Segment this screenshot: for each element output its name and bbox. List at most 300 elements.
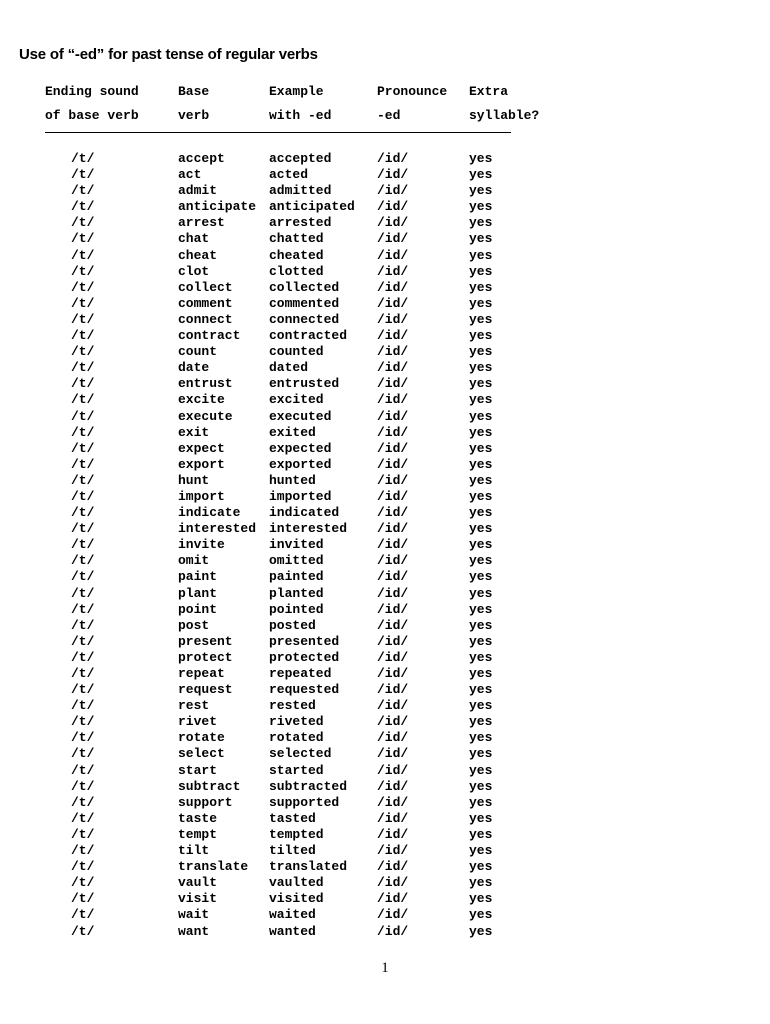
cell-base-verb: count	[178, 344, 218, 360]
cell-pronounce: /id/	[377, 456, 409, 472]
cell-example: cheated	[269, 247, 324, 263]
cell-pronounce: /id/	[377, 521, 409, 537]
cell-extra-syllable: yes	[469, 151, 493, 166]
cell-ending-sound: /t/	[71, 505, 95, 521]
cell-base-verb: request	[178, 682, 233, 698]
cell-ending-sound: /t/	[71, 231, 95, 247]
cell-base-verb: indicate	[178, 505, 241, 521]
cell-extra-syllable: yes	[469, 505, 493, 521]
cell-extra-syllable: yes	[469, 714, 493, 730]
table-row	[0, 183, 770, 199]
cell-extra-syllable: yes	[469, 424, 493, 440]
cell-base-verb: accept	[178, 151, 225, 166]
cell-extra-syllable: yes	[469, 617, 493, 633]
cell-base-verb: clot	[178, 263, 210, 279]
cell-base-verb: import	[178, 488, 225, 504]
table-row	[0, 231, 770, 247]
cell-ending-sound: /t/	[71, 714, 95, 730]
cell-ending-sound: /t/	[71, 376, 95, 392]
cell-extra-syllable: yes	[469, 344, 493, 360]
cell-ending-sound: /t/	[71, 311, 95, 327]
cell-example: started	[269, 762, 324, 778]
cell-ending-sound: /t/	[71, 408, 95, 424]
cell-pronounce: /id/	[377, 344, 409, 360]
cell-extra-syllable: yes	[469, 553, 493, 569]
cell-ending-sound: /t/	[71, 875, 95, 891]
table-row	[0, 763, 770, 779]
cell-pronounce: /id/	[377, 199, 409, 215]
cell-base-verb: exit	[178, 424, 210, 440]
cell-example: subtracted	[269, 778, 348, 794]
table-row	[0, 344, 770, 360]
cell-extra-syllable: yes	[469, 472, 493, 488]
cell-pronounce: /id/	[377, 810, 409, 826]
cell-base-verb: comment	[178, 295, 233, 311]
table-row	[0, 553, 770, 569]
cell-base-verb: omit	[178, 553, 210, 569]
cell-extra-syllable: yes	[469, 183, 493, 199]
cell-pronounce: /id/	[377, 730, 409, 746]
cell-ending-sound: /t/	[71, 601, 95, 617]
cell-extra-syllable: yes	[469, 891, 493, 907]
cell-example: protected	[269, 649, 340, 665]
table-row	[0, 569, 770, 585]
table-row	[0, 698, 770, 714]
cell-pronounce: /id/	[377, 682, 409, 698]
cell-ending-sound: /t/	[71, 215, 95, 231]
cell-base-verb: date	[178, 360, 210, 376]
cell-pronounce: /id/	[377, 875, 409, 891]
cell-example: rotated	[269, 730, 324, 746]
cell-example: contracted	[269, 328, 348, 344]
cell-pronounce: /id/	[377, 167, 409, 183]
cell-base-verb: support	[178, 794, 233, 810]
cell-ending-sound: /t/	[71, 859, 95, 875]
cell-base-verb: connect	[178, 311, 233, 327]
cell-extra-syllable: yes	[469, 215, 493, 231]
cell-base-verb: post	[178, 617, 210, 633]
cell-base-verb: excite	[178, 392, 225, 408]
cell-extra-syllable: yes	[469, 263, 493, 279]
cell-pronounce: /id/	[377, 601, 409, 617]
header-divider	[45, 132, 511, 133]
cell-example: tempted	[269, 826, 324, 842]
cell-extra-syllable: yes	[469, 392, 493, 408]
cell-extra-syllable: yes	[469, 778, 493, 794]
cell-extra-syllable: yes	[469, 666, 493, 681]
header-ending-sound	[45, 80, 139, 128]
cell-base-verb: expect	[178, 440, 225, 456]
cell-ending-sound: /t/	[71, 344, 95, 360]
table-row	[0, 618, 770, 634]
cell-extra-syllable: yes	[469, 698, 493, 714]
cell-ending-sound: /t/	[71, 521, 95, 537]
cell-example: collected	[269, 279, 340, 295]
table-row	[0, 360, 770, 376]
cell-pronounce: /id/	[377, 794, 409, 810]
cell-ending-sound: /t/	[71, 585, 95, 601]
cell-extra-syllable: yes	[469, 585, 493, 601]
cell-ending-sound: /t/	[71, 151, 95, 166]
header-base-verb-line1: Base	[178, 84, 210, 99]
cell-ending-sound: /t/	[71, 247, 95, 263]
cell-extra-syllable: yes	[469, 167, 493, 183]
cell-example: chatted	[269, 231, 324, 247]
header-ending-sound-line1: Ending sound	[45, 84, 139, 99]
cell-example: supported	[269, 794, 340, 810]
cell-example: arrested	[269, 215, 332, 231]
cell-base-verb: present	[178, 633, 233, 649]
cell-base-verb: invite	[178, 537, 225, 553]
table-row	[0, 457, 770, 473]
cell-extra-syllable: yes	[469, 649, 493, 665]
cell-base-verb: paint	[178, 569, 218, 585]
table-row	[0, 167, 770, 183]
table-row	[0, 521, 770, 537]
header-extra-syllable	[469, 80, 539, 128]
cell-example: dated	[269, 360, 309, 376]
cell-ending-sound: /t/	[71, 472, 95, 488]
table-row	[0, 376, 770, 392]
cell-pronounce: /id/	[377, 553, 409, 569]
header-extra-syllable-line2: syllable?	[469, 108, 540, 123]
cell-base-verb: tilt	[178, 843, 210, 859]
cell-ending-sound: /t/	[71, 263, 95, 279]
cell-ending-sound: /t/	[71, 810, 95, 826]
cell-ending-sound: /t/	[71, 762, 95, 778]
page-title: Use of “-ed” for past tense of regular verbs	[19, 46, 318, 63]
header-base-verb-line2: verb	[178, 108, 210, 123]
table-row	[0, 409, 770, 425]
cell-base-verb: taste	[178, 810, 218, 826]
cell-ending-sound: /t/	[71, 730, 95, 746]
cell-ending-sound: /t/	[71, 649, 95, 665]
cell-ending-sound: /t/	[71, 553, 95, 569]
header-example-line1: Example	[269, 84, 324, 99]
header-extra-syllable-line1: Extra	[469, 84, 509, 99]
cell-ending-sound: /t/	[71, 569, 95, 585]
cell-base-verb: subtract	[178, 778, 241, 794]
cell-extra-syllable: yes	[469, 199, 493, 215]
cell-extra-syllable: yes	[469, 794, 493, 810]
table-row	[0, 779, 770, 795]
cell-example: acted	[269, 167, 309, 183]
cell-pronounce: /id/	[377, 376, 409, 392]
cell-pronounce: /id/	[377, 649, 409, 665]
cell-example: commented	[269, 295, 340, 311]
cell-base-verb: rotate	[178, 730, 225, 746]
table-row	[0, 473, 770, 489]
cell-base-verb: anticipate	[178, 199, 257, 215]
cell-extra-syllable: yes	[469, 311, 493, 327]
cell-pronounce: /id/	[377, 408, 409, 424]
table-row	[0, 650, 770, 666]
cell-pronounce: /id/	[377, 440, 409, 456]
cell-extra-syllable: yes	[469, 826, 493, 842]
cell-pronounce: /id/	[377, 360, 409, 376]
cell-ending-sound: /t/	[71, 923, 95, 939]
cell-base-verb: point	[178, 601, 218, 617]
cell-extra-syllable: yes	[469, 859, 493, 875]
table-row	[0, 859, 770, 875]
cell-example: exported	[269, 456, 332, 472]
cell-base-verb: rivet	[178, 714, 218, 730]
table-row	[0, 505, 770, 521]
cell-example: visited	[269, 891, 324, 907]
table-row	[0, 296, 770, 312]
cell-extra-syllable: yes	[469, 569, 493, 585]
table-row	[0, 891, 770, 907]
cell-pronounce: /id/	[377, 859, 409, 875]
cell-extra-syllable: yes	[469, 376, 493, 392]
cell-base-verb: wait	[178, 907, 210, 923]
cell-extra-syllable: yes	[469, 456, 493, 472]
cell-ending-sound: /t/	[71, 843, 95, 859]
cell-extra-syllable: yes	[469, 521, 493, 537]
cell-extra-syllable: yes	[469, 328, 493, 344]
table-row	[0, 151, 770, 167]
cell-base-verb: hunt	[178, 472, 210, 488]
table-row	[0, 682, 770, 698]
table-row	[0, 666, 770, 682]
cell-pronounce: /id/	[377, 843, 409, 859]
table-row	[0, 425, 770, 441]
cell-ending-sound: /t/	[71, 456, 95, 472]
page-number: 1	[381, 960, 389, 976]
cell-pronounce: /id/	[377, 505, 409, 521]
table-row	[0, 730, 770, 746]
cell-example: tasted	[269, 810, 316, 826]
header-pronounce-line1: Pronounce	[377, 84, 448, 99]
cell-extra-syllable: yes	[469, 279, 493, 295]
cell-example: indicated	[269, 505, 340, 521]
cell-ending-sound: /t/	[71, 199, 95, 215]
verb-table	[0, 151, 770, 940]
cell-base-verb: act	[178, 167, 202, 183]
cell-example: executed	[269, 408, 332, 424]
cell-extra-syllable: yes	[469, 682, 493, 698]
table-row	[0, 328, 770, 344]
cell-base-verb: vault	[178, 875, 218, 891]
cell-base-verb: execute	[178, 408, 233, 424]
cell-example: painted	[269, 569, 324, 585]
cell-pronounce: /id/	[377, 231, 409, 247]
cell-base-verb: visit	[178, 891, 218, 907]
cell-example: hunted	[269, 472, 316, 488]
cell-ending-sound: /t/	[71, 488, 95, 504]
table-row	[0, 907, 770, 923]
cell-pronounce: /id/	[377, 183, 409, 199]
cell-extra-syllable: yes	[469, 408, 493, 424]
cell-example: interested	[269, 521, 348, 537]
table-row	[0, 248, 770, 264]
cell-ending-sound: /t/	[71, 167, 95, 183]
table-row	[0, 392, 770, 408]
cell-ending-sound: /t/	[71, 907, 95, 923]
cell-ending-sound: /t/	[71, 392, 95, 408]
table-row	[0, 215, 770, 231]
cell-ending-sound: /t/	[71, 778, 95, 794]
cell-example: exited	[269, 424, 316, 440]
cell-base-verb: cheat	[178, 247, 218, 263]
header-example-line2: with -ed	[269, 108, 332, 123]
cell-pronounce: /id/	[377, 617, 409, 633]
cell-example: clotted	[269, 263, 324, 279]
header-ending-sound-line2: of base verb	[45, 108, 139, 123]
cell-example: requested	[269, 682, 340, 698]
header-pronounce-line2: -ed	[377, 108, 401, 123]
table-row	[0, 811, 770, 827]
cell-extra-syllable: yes	[469, 360, 493, 376]
cell-pronounce: /id/	[377, 891, 409, 907]
cell-extra-syllable: yes	[469, 440, 493, 456]
cell-pronounce: /id/	[377, 537, 409, 553]
cell-base-verb: protect	[178, 649, 233, 665]
cell-example: counted	[269, 344, 324, 360]
cell-extra-syllable: yes	[469, 875, 493, 891]
cell-example: accepted	[269, 151, 332, 166]
table-row	[0, 280, 770, 296]
cell-extra-syllable: yes	[469, 907, 493, 923]
cell-ending-sound: /t/	[71, 360, 95, 376]
cell-example: planted	[269, 585, 324, 601]
cell-base-verb: arrest	[178, 215, 225, 231]
cell-extra-syllable: yes	[469, 923, 493, 939]
cell-pronounce: /id/	[377, 215, 409, 231]
cell-pronounce: /id/	[377, 311, 409, 327]
cell-ending-sound: /t/	[71, 746, 95, 762]
cell-pronounce: /id/	[377, 247, 409, 263]
cell-example: pointed	[269, 601, 324, 617]
cell-ending-sound: /t/	[71, 682, 95, 698]
cell-ending-sound: /t/	[71, 698, 95, 714]
cell-example: presented	[269, 633, 340, 649]
table-row	[0, 602, 770, 618]
cell-pronounce: /id/	[377, 698, 409, 714]
table-row	[0, 586, 770, 602]
cell-extra-syllable: yes	[469, 295, 493, 311]
cell-example: vaulted	[269, 875, 324, 891]
cell-base-verb: entrust	[178, 376, 233, 392]
table-row	[0, 634, 770, 650]
cell-ending-sound: /t/	[71, 666, 95, 681]
cell-base-verb: export	[178, 456, 225, 472]
cell-pronounce: /id/	[377, 569, 409, 585]
table-row	[0, 537, 770, 553]
cell-ending-sound: /t/	[71, 891, 95, 907]
cell-example: excited	[269, 392, 324, 408]
cell-pronounce: /id/	[377, 585, 409, 601]
cell-base-verb: interested	[178, 521, 257, 537]
table-row	[0, 264, 770, 280]
cell-base-verb: tempt	[178, 826, 218, 842]
cell-example: posted	[269, 617, 316, 633]
cell-base-verb: collect	[178, 279, 233, 295]
cell-example: connected	[269, 311, 340, 327]
table-row	[0, 875, 770, 891]
cell-example: repeated	[269, 666, 332, 681]
cell-base-verb: plant	[178, 585, 218, 601]
table-row	[0, 441, 770, 457]
cell-example: wanted	[269, 923, 316, 939]
table-row	[0, 489, 770, 505]
cell-example: omitted	[269, 553, 324, 569]
table-row	[0, 924, 770, 940]
cell-pronounce: /id/	[377, 923, 409, 939]
cell-ending-sound: /t/	[71, 279, 95, 295]
cell-base-verb: rest	[178, 698, 210, 714]
cell-ending-sound: /t/	[71, 617, 95, 633]
header-example	[269, 80, 331, 128]
cell-base-verb: admit	[178, 183, 218, 199]
cell-pronounce: /id/	[377, 633, 409, 649]
cell-pronounce: /id/	[377, 826, 409, 842]
cell-extra-syllable: yes	[469, 601, 493, 617]
cell-pronounce: /id/	[377, 488, 409, 504]
cell-base-verb: start	[178, 762, 218, 778]
cell-example: rested	[269, 698, 316, 714]
cell-pronounce: /id/	[377, 746, 409, 762]
cell-pronounce: /id/	[377, 666, 409, 681]
cell-example: entrusted	[269, 376, 340, 392]
cell-pronounce: /id/	[377, 907, 409, 923]
cell-extra-syllable: yes	[469, 633, 493, 649]
cell-example: selected	[269, 746, 332, 762]
cell-ending-sound: /t/	[71, 424, 95, 440]
cell-base-verb: contract	[178, 328, 241, 344]
cell-pronounce: /id/	[377, 472, 409, 488]
header-pronounce	[377, 80, 447, 128]
cell-pronounce: /id/	[377, 424, 409, 440]
cell-base-verb: want	[178, 923, 210, 939]
cell-base-verb: select	[178, 746, 225, 762]
cell-pronounce: /id/	[377, 263, 409, 279]
cell-example: tilted	[269, 843, 316, 859]
cell-extra-syllable: yes	[469, 762, 493, 778]
table-row	[0, 199, 770, 215]
cell-extra-syllable: yes	[469, 843, 493, 859]
cell-ending-sound: /t/	[71, 440, 95, 456]
cell-example: translated	[269, 859, 348, 875]
cell-ending-sound: /t/	[71, 794, 95, 810]
cell-pronounce: /id/	[377, 762, 409, 778]
cell-pronounce: /id/	[377, 279, 409, 295]
cell-pronounce: /id/	[377, 295, 409, 311]
cell-extra-syllable: yes	[469, 810, 493, 826]
table-row	[0, 312, 770, 328]
cell-ending-sound: /t/	[71, 295, 95, 311]
table-row	[0, 746, 770, 762]
cell-ending-sound: /t/	[71, 537, 95, 553]
cell-base-verb: chat	[178, 231, 210, 247]
cell-example: admitted	[269, 183, 332, 199]
table-row	[0, 795, 770, 811]
cell-ending-sound: /t/	[71, 328, 95, 344]
cell-example: invited	[269, 537, 324, 553]
cell-pronounce: /id/	[377, 714, 409, 730]
table-row	[0, 843, 770, 859]
cell-pronounce: /id/	[377, 328, 409, 344]
cell-extra-syllable: yes	[469, 746, 493, 762]
table-row	[0, 827, 770, 843]
cell-example: anticipated	[269, 199, 355, 215]
cell-example: riveted	[269, 714, 324, 730]
cell-example: imported	[269, 488, 332, 504]
cell-ending-sound: /t/	[71, 183, 95, 199]
cell-base-verb: repeat	[178, 666, 225, 681]
cell-pronounce: /id/	[377, 778, 409, 794]
cell-ending-sound: /t/	[71, 826, 95, 842]
